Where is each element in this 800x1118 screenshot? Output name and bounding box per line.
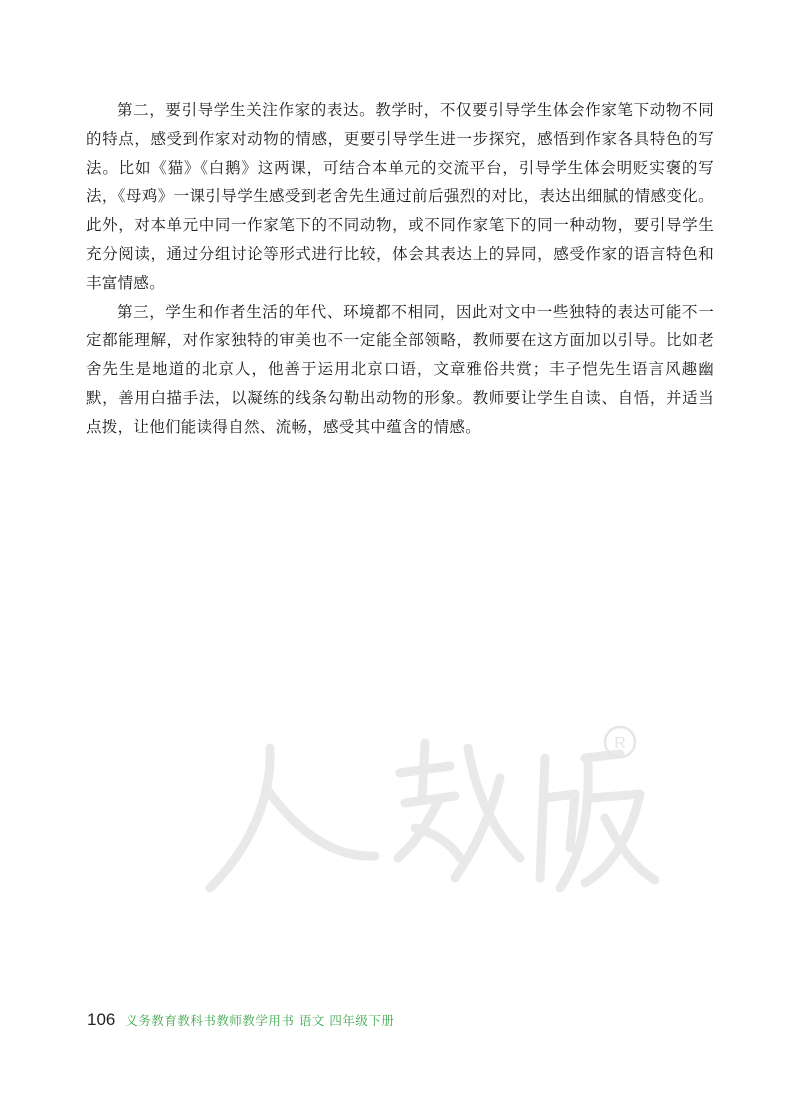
paragraph-third-point: 第三，学生和作者生活的年代、环境都不相同，因此对文中一些独特的表达可能不一定都能理解，对作家独特的审美也不一定能全部领略，教师要在这方面加以引导。比如老舍先生是地道的北京人，他善于运用北京口语，文章雅俗共赏；丰子恺先生语言风趣幽默，善用白描手法，以凝练的线条勾勒出动物的形象。教师要让学生自读、自悟，并适当点拨，让他们能读得自然、流畅，感受其中蕴含的情感。	[86, 302, 714, 436]
publisher-logo-watermark	[200, 718, 660, 898]
body-text	[86, 96, 714, 442]
page-number: 106	[87, 1010, 116, 1029]
paragraph-second-point: 第二，要引导学生关注作家的表达。教学时，不仅要引导学生体会作家笔下动物不同的特点，感受到作家对动物的情感，更要引导学生进一步探究，感悟到作家各具特色的写法。比如《猫》《白鹅》这两课，可结合本单元的交流平台，引导学生体会明贬实褒的写法，《母鸡》一课引导学生感受到老舍先生通过前后强烈的对比，表达出细腻的情感变化。此外，对本单元中同一作家笔下的不同动物，或不同作家笔下的同一种动物，要引导学生充分阅读，通过分组讨论等形式进行比较，体会其表达上的异同，感受作家的语言特色和丰富情感。	[86, 101, 714, 292]
svg-text:R: R	[614, 735, 626, 752]
page-footer	[87, 1010, 394, 1030]
book-title: 义务教育教科书教师教学用书 语文 四年级下册	[125, 1013, 395, 1028]
